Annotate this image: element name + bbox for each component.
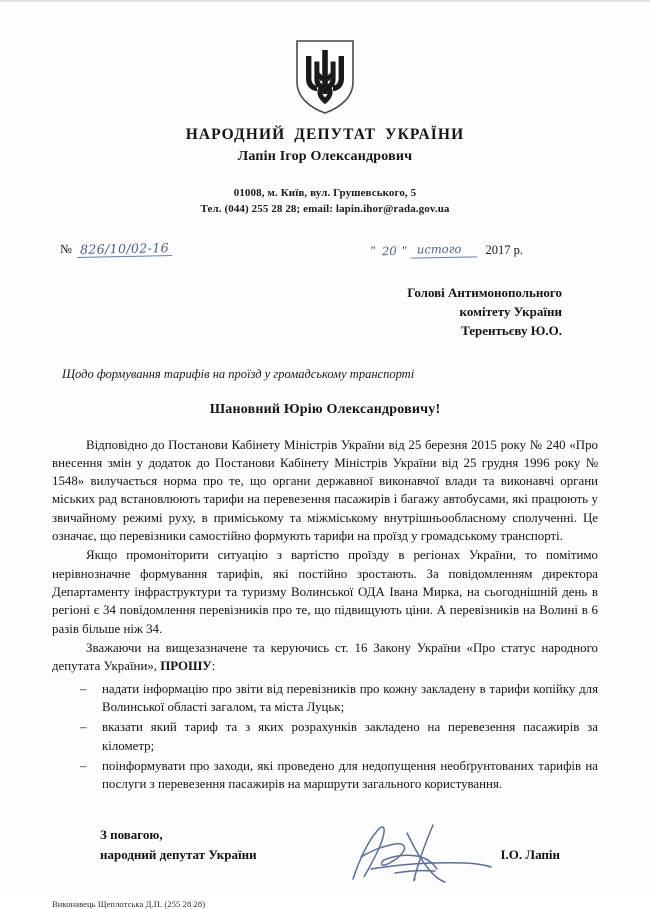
signer-name: І.О. Лапін [500,847,560,863]
list-item [52,680,598,717]
date-close-quote: " [402,243,408,257]
paragraph-2: Якщо промоніторити ситуацію з вартістю проїзду в регіонах України, то помітимо нерівнозначне формування тарифів, які постійно зростають. За повідомленням директора Департаменту інфраструктури та туризму Волинської ОДА Івана Мирка, на сьогоднішній день в регіоні є 34 повідомлення перевізників про те, що підвищують ціни. А перевізників на Волині в 6 разів більше ніж 34. [52,548,598,636]
ukraine-trident-coat-of-arms-icon [294,38,356,116]
paragraph-3-text-before: Зважаючи на вищезазначене та керуючись ст. 16 Закону України «Про статус народного депутата України», [52,640,598,674]
date-open-quote: " [370,243,376,257]
reference-label: № [60,242,72,257]
addressee-line-1: Голові Антимонопольного [407,285,562,300]
letterhead-contact: Тел. (044) 255 28 28; email: lapin.ihor@rada.gov.ua [200,203,450,215]
addressee-line-3: Терентьєву Ю.О. [461,322,562,338]
bullet-dash-icon: – [80,681,87,696]
letterhead-deputy-name: Лапін Ігор Олександрович [237,149,413,164]
addressee-block [52,284,598,341]
closing-line-1: З повагою, [100,827,163,843]
letterhead-title: НАРОДНИЙ ДЕПУТАТ УКРАЇНИ [185,126,465,143]
list-item-text: поінформувати про заходи, які проведено для недопущення необґрунтованих тарифів на послуги з перевезення пасажирів на маршрути загального користування. [102,758,598,792]
date-day-handwritten: 20 [381,243,397,259]
paragraph-1: Відповідно до Постанови Кабінету Міністрів України від 25 березня 2015 року № 240 «Про внесення змін у додаток до Постанови Кабінету Міністрів України від 25 грудня 1996 року № 1548» вилучається норма про те, що органи державної виконавчої влади та виконавчі органи міських рад встановлюють тарифи на перевезення пасажирів і багажу автобусами, які працюють у звичайному режимі руху, в приміському та міжміському внутрішньообласному сполученні. Це означає, що перевізники самостійно формують тарифи на проїзд у громадському транспорті. [52,437,598,544]
bullet-dash-icon: – [80,758,87,773]
list-item [52,757,598,794]
list-item [52,718,598,755]
executor-note: Виконавець Щеплотська Д.П. (255 28 28) [52,899,206,909]
requests-list [52,680,598,794]
salutation: Шановний Юрію Олександровичу! [209,401,441,417]
signature-block [52,825,598,887]
reference-number-group [60,242,172,257]
reference-date-row [52,238,598,264]
body-text [52,436,598,676]
letterhead-address: 01008, м. Київ, вул. Грушевського, 5 [233,187,417,199]
date-group [371,242,523,258]
emblem-container [52,0,598,116]
addressee-line-2: комітету України [459,303,562,319]
signature-closing [100,825,257,864]
closing-line-2: народний депутат України [100,846,257,862]
paragraph-3 [52,639,598,676]
reference-number-handwritten: 826/10/02-16 [77,241,172,258]
bullet-dash-icon: – [80,720,87,735]
subject-line: Щодо формування тарифів на проїзд у громадському транспорті [62,366,415,381]
date-month-handwritten: истого [411,241,478,258]
letterhead [52,126,598,215]
date-year: 2017 р. [485,243,523,257]
paragraph-3-text-after: : [211,659,216,674]
list-item-text: вказати який тариф та з яких розрахунків закладено на перевезення пасажирів за кілометр; [102,720,598,753]
request-keyword: ПРОШУ [160,659,212,674]
list-item-text: надати інформацію про звіти від перевізників про кожну закладену в тарифи копійку для Волинської області загалом, та міста Луцьк; [102,681,598,714]
handwritten-signature-icon [337,813,497,885]
